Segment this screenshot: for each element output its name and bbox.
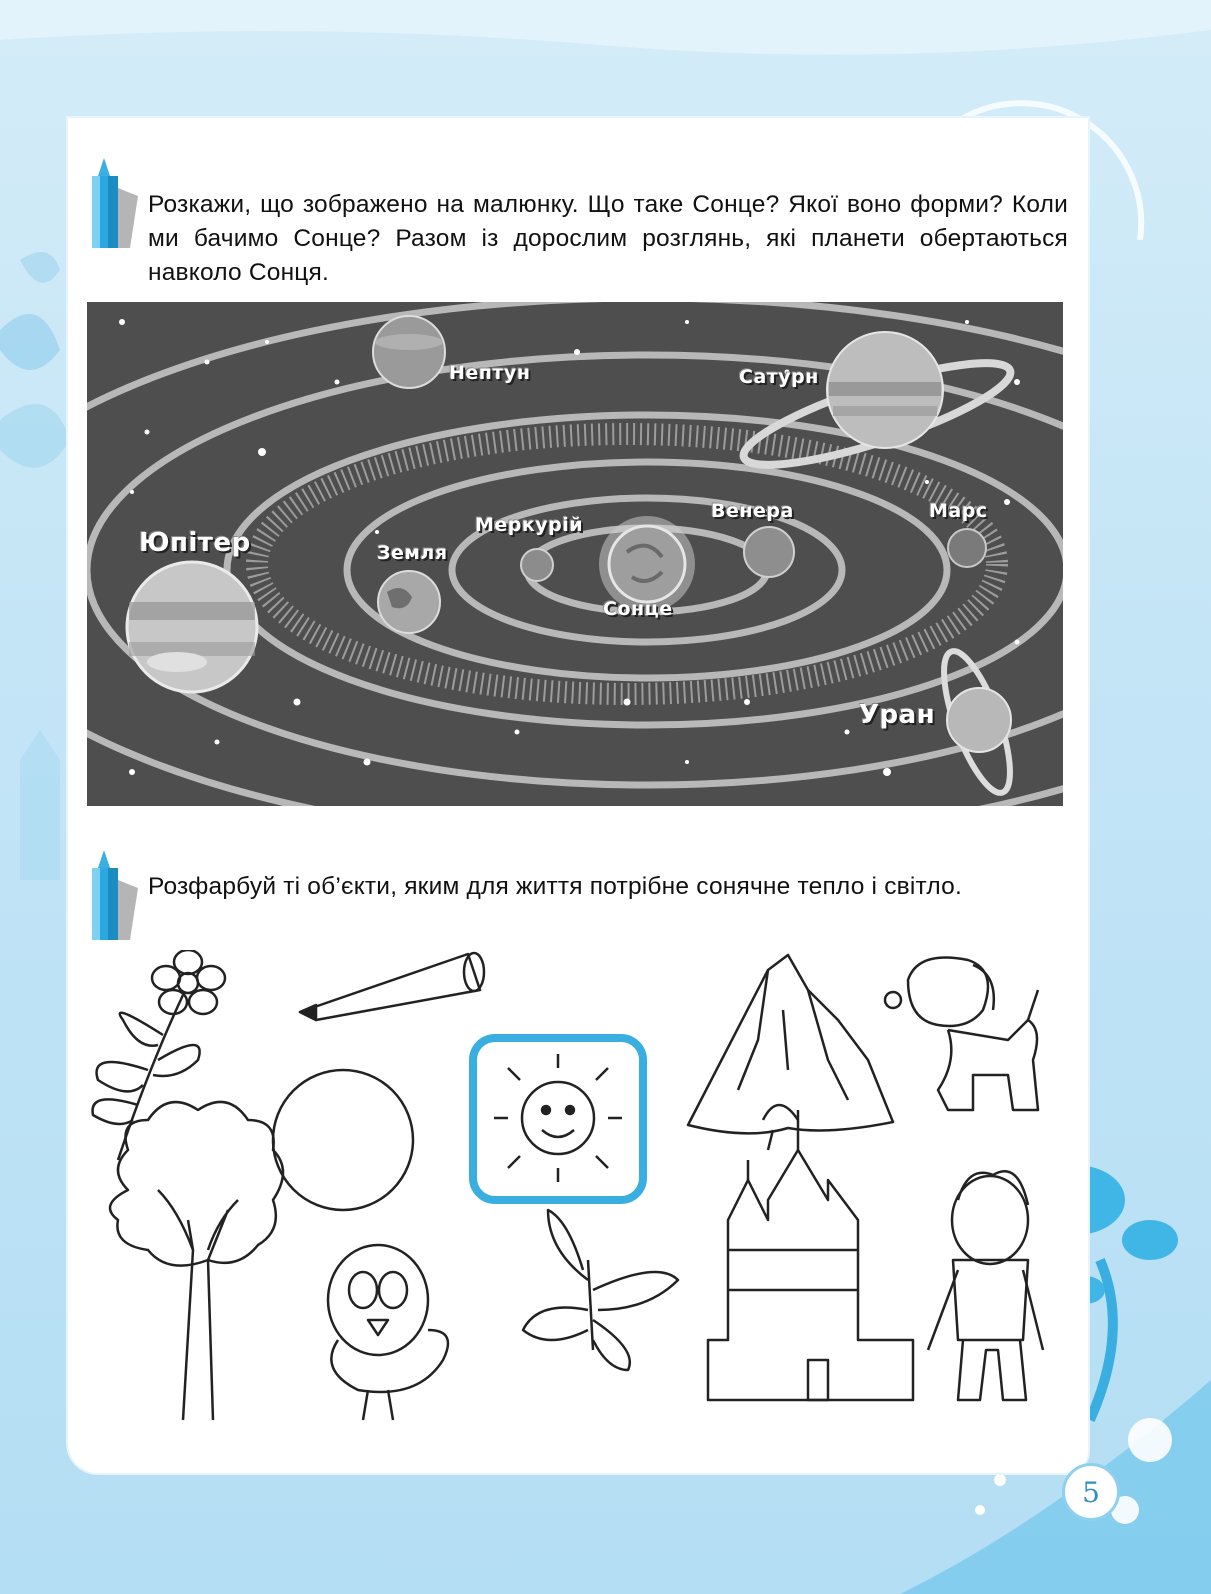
coloring-outlines <box>68 950 1088 1450</box>
page-number: 5 <box>1062 1463 1120 1521</box>
label-jupiter: Юпітер <box>139 528 251 558</box>
pencil-icon <box>86 850 142 946</box>
solar-system-illustration <box>87 302 1063 806</box>
butterfly-drawing <box>523 1210 678 1370</box>
task-1-text: Розкажи, що зображено на малюнку. Що таке Сонце? Якої воно форми? Коли ми бачимо Сонце? Разом із дорослим розглянь, які планети обертаються навколо Сонця. <box>148 191 1068 286</box>
task-2-text: Розфарбуй ті об’єкти, яким для життя потрібне сонячне тепло і світло. <box>148 873 962 900</box>
label-mercury: Меркурій <box>475 514 584 536</box>
label-neptune: Нептун <box>449 362 531 384</box>
mountain-drawing <box>688 955 893 1133</box>
pencil-icon <box>86 158 142 254</box>
ball-drawing <box>273 1070 413 1210</box>
flower-drawing <box>93 950 225 1160</box>
boy-drawing <box>928 1171 1043 1400</box>
tree-drawing <box>110 1102 283 1420</box>
label-mars: Марс <box>929 500 988 522</box>
label-venus: Венера <box>711 500 794 522</box>
label-saturn: Сатурн <box>739 366 819 388</box>
label-sun: Сонце <box>603 598 673 620</box>
coloring-pictures <box>68 950 1088 1450</box>
pencil-drawing <box>300 953 484 1020</box>
chick-drawing <box>328 1245 448 1420</box>
dog-drawing <box>885 958 1038 1111</box>
castle-drawing <box>708 1110 913 1400</box>
label-uranus: Уран <box>859 700 936 730</box>
label-earth: Земля <box>377 542 448 564</box>
